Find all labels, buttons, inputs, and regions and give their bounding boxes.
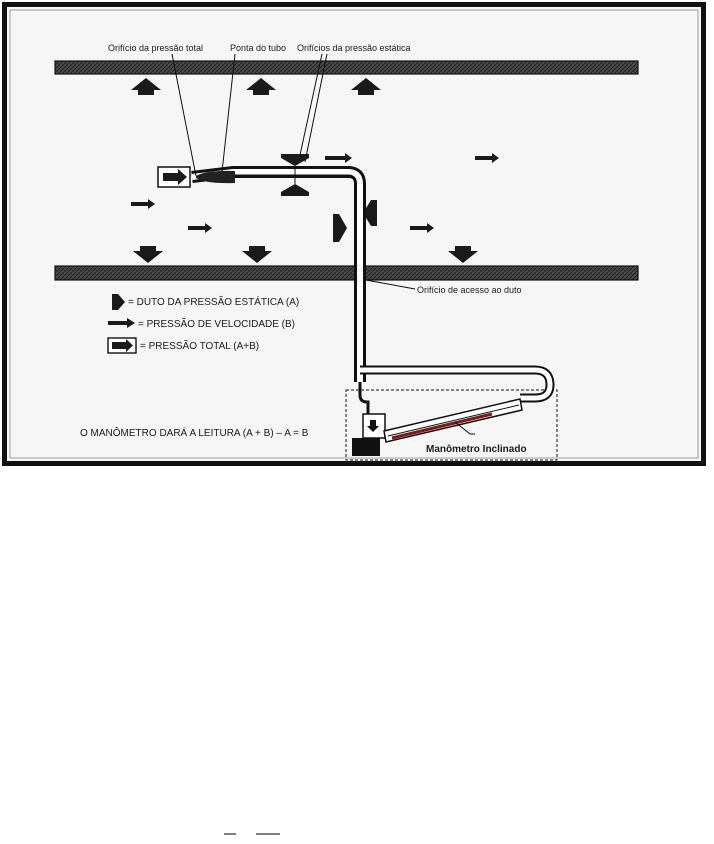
label-inclined-manometer: Manômetro Inclinado	[426, 444, 527, 455]
duct-bottom-wall	[55, 266, 638, 280]
label-tube-tip: Ponta do tubo	[230, 43, 287, 53]
label-reading: O MANÔMETRO DARÁ A LEITURA (A + B) – A = B	[80, 428, 309, 439]
total-pressure-arrow	[158, 167, 190, 187]
duct-top-wall	[55, 61, 638, 74]
legend-velocity-text: = PRESSÃO DE VELOCIDADE (B)	[138, 319, 295, 330]
label-duct-access-orifice: Orifício de acesso ao duto	[417, 285, 522, 295]
legend-total-text: = PRESSÃO TOTAL (A+B)	[140, 341, 260, 352]
legend-static-text: = DUTO DA PRESSÃO ESTÁTICA (A)	[128, 297, 300, 308]
label-total-pressure-orifice: Orifício da pressão total	[108, 43, 204, 53]
fraction-bars-fragment	[222, 826, 302, 836]
label-static-pressure-orifices: Orifícios da pressão estática	[297, 43, 411, 53]
